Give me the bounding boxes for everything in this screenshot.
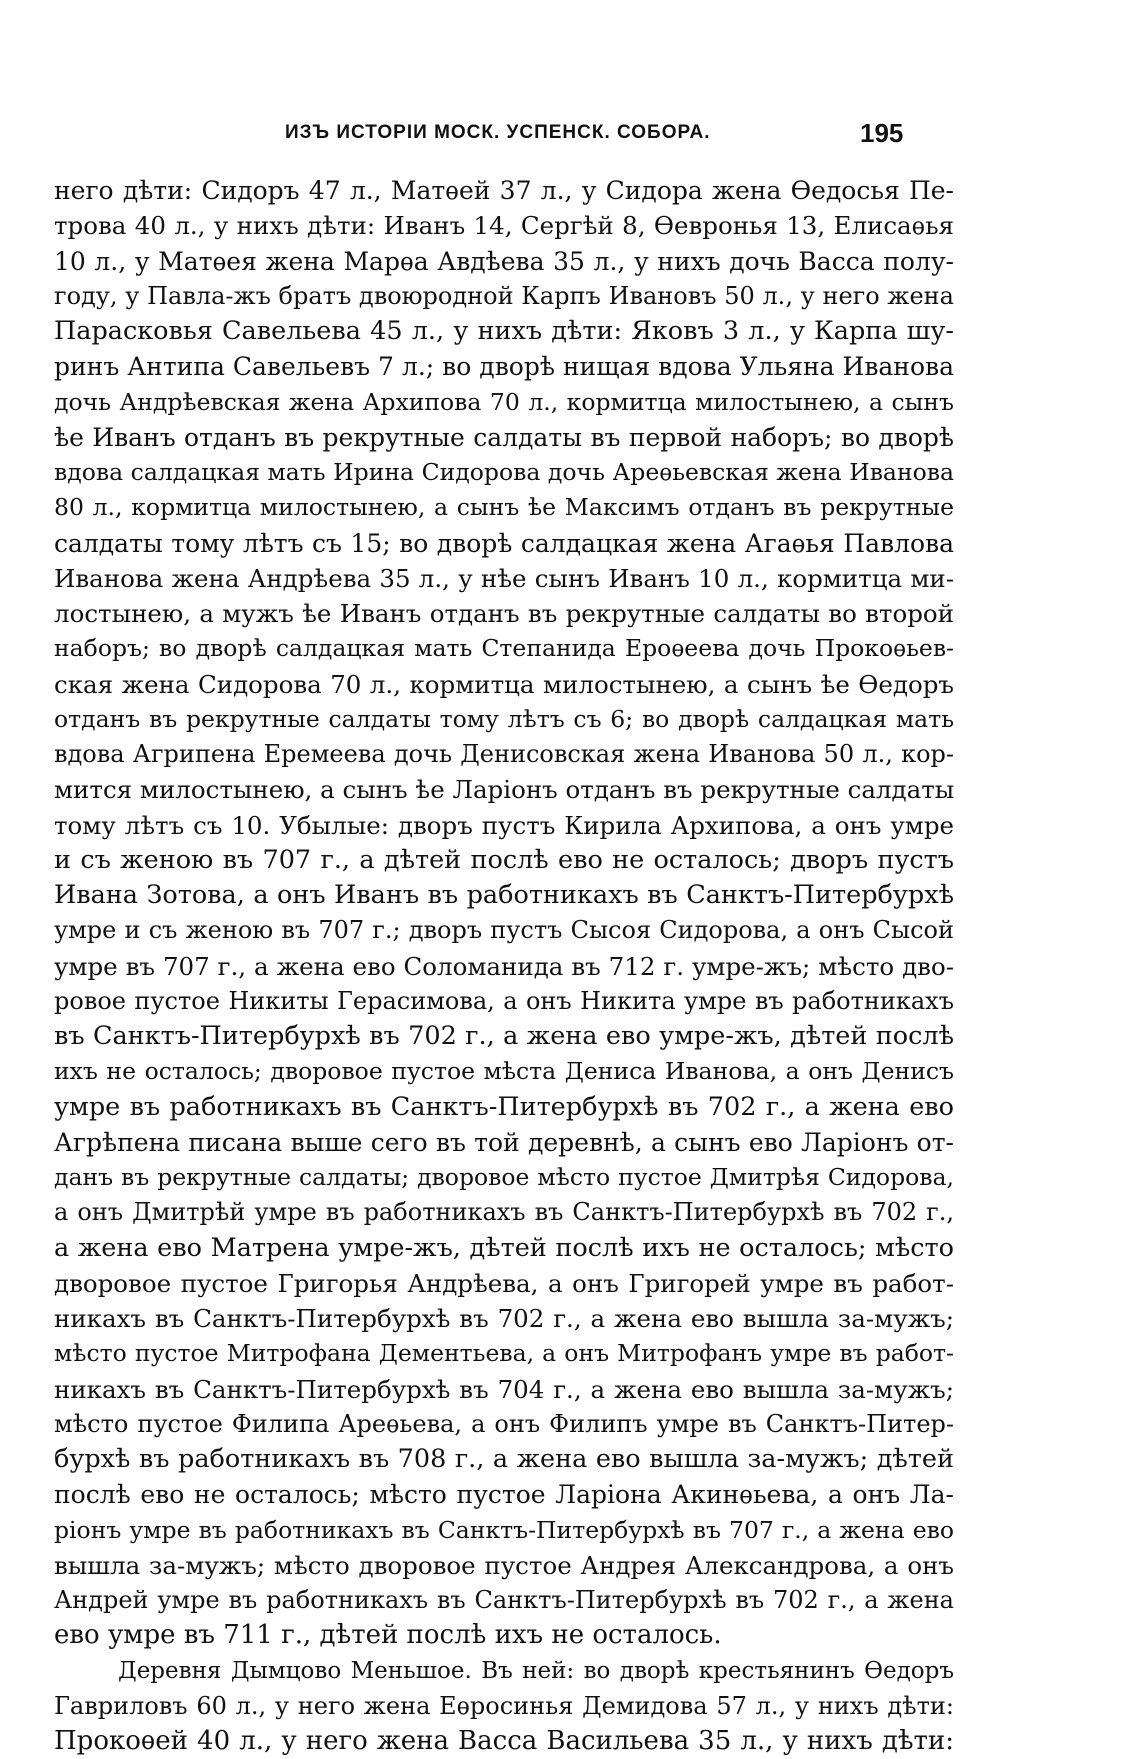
paragraph-first-line: Деревня Дымцово Меньшое. Въ ней: во дворѣ крестьянинъ Ѳедоръ <box>118 1657 954 1684</box>
text-line: него дѣти: Сидоръ 47 л., Матѳей 37 л., у Сидора жена Ѳедосья Пе- <box>54 176 954 205</box>
text-line: никахъ въ Санктъ-Питербурхѣ въ 704 г., а жена ево вышла за-мужъ; <box>54 1374 954 1404</box>
text-line: мѣсто пустое Филипа Ареѳьева, а онъ Филипъ умре въ Санктъ-Питер- <box>54 1409 954 1438</box>
text-line: а онъ Дмитрѣй умре въ работникахъ въ Санктъ-Питербурхѣ въ 702 г., <box>54 1198 954 1227</box>
text-line: Прокоѳей 40 л., у него жена Васса Васильева 35 л., у нихъ дѣти: <box>54 1726 954 1756</box>
text-line: бурхѣ въ работникахъ въ 708 г., а жена ево вышла за-мужъ; дѣтей <box>54 1444 954 1474</box>
text-line: умре въ 707 г., а жена ево Соломанида въ 712 г. умре-жъ; мѣсто дво- <box>54 951 954 981</box>
text-line: данъ въ рекрутные салдаты; дворовое мѣсто пустое Дмитрѣя Сидорова, <box>54 1163 954 1191</box>
page-number: 195 <box>860 118 904 148</box>
text-line: наборъ; во дворѣ салдацкая мать Степанида Ероѳеева дочь Прокоѳьев- <box>54 634 954 663</box>
text-line: тому лѣтъ съ 10. Убылые: дворъ пустъ Кирила Архипова, а онъ умре <box>54 810 954 840</box>
text-line: Агрѣпена писана выше сего въ той деревнѣ, а сынъ ево Ларіонъ от- <box>54 1127 954 1157</box>
text-line: умре и съ женою въ 707 г.; дворъ пустъ Сысоя Сидорова, а онъ Сысой <box>54 916 954 945</box>
text-line: мѣсто пустое Митрофана Дементьева, а онъ Митрофанъ умре въ работ- <box>54 1339 954 1368</box>
running-title: ИЗЪ ИСТОРІИ МОСК. УСПЕНСК. СОБОРА. <box>285 122 711 143</box>
text-line: вышла за-мужъ; мѣсто дворовое пустое Андрея Александрова, а онъ <box>54 1550 954 1580</box>
text-line: Парасковья Савельева 45 л., у нихъ дѣти: Яковъ 3 л., у Карпа шу- <box>54 316 954 346</box>
text-line: лостынею, а мужъ ѣе Иванъ отданъ въ рекрутные салдаты во второй <box>54 599 954 628</box>
text-line: и съ женою въ 707 г., а дѣтей послѣ ево не осталось; дворъ пустъ <box>54 844 954 875</box>
text-line: ѣе Иванъ отданъ въ рекрутные салдаты въ первой наборъ; во дворѣ <box>54 422 954 452</box>
text-line: салдаты тому лѣтъ съ 15; во дворѣ салдацкая жена Агаѳья Павлова <box>54 528 954 558</box>
text-line: ихъ не осталось; дворовое пустое мѣста Дениса Иванова, а онъ Денисъ <box>54 1057 954 1086</box>
text-line: никахъ въ Санктъ-Питербурхѣ въ 702 г., а жена ево вышла за-мужъ; <box>54 1304 954 1333</box>
body-text <box>54 173 954 1759</box>
text-line: ровое пустое Никиты Герасимова, а онъ Никита умре въ работникахъ <box>54 986 954 1015</box>
text-line: Иванова жена Андрѣева 35 л., у нѣе сынъ Иванъ 10 л., кормитца ми- <box>54 563 954 593</box>
text-line: умре въ работникахъ въ Санктъ-Питербурхѣ въ 702 г., а жена ево <box>54 1091 954 1122</box>
text-line: вдова салдацкая мать Ирина Сидорова дочь Ареѳьевская жена Иванова <box>54 458 954 486</box>
text-line: мится милостынею, а сынъ ѣе Ларіонъ отданъ въ рекрутные салдаты <box>54 775 954 805</box>
text-line: Ивана Зотова, а онъ Иванъ въ работникахъ въ Санктъ-Питербурхѣ <box>54 880 954 910</box>
text-line: ріонъ умре въ работникахъ въ Санктъ-Питербурхѣ въ 707 г., а жена ево <box>54 1515 954 1544</box>
text-line: Андрей умре въ работникахъ въ Санктъ-Питербурхѣ въ 702 г., а жена <box>54 1586 954 1614</box>
text-line: 10 л., у Матѳея жена Марѳа Авдѣева 35 л., у нихъ дочь Васса полу- <box>54 246 954 276</box>
running-header <box>0 118 1140 154</box>
text-line: ринъ Антипа Савельевъ 7 л.; во дворѣ нищая вдова Ульяна Иванова <box>54 352 954 382</box>
text-line: ево умре въ 711 г., дѣтей послѣ ихъ не осталось. <box>54 1620 722 1651</box>
text-line: отданъ въ рекрутные салдаты тому лѣтъ съ 6; во дворѣ салдацкая мать <box>54 704 954 733</box>
text-line: въ Санктъ-Питербурхѣ въ 702 г., а жена ево умре-жъ, дѣтей послѣ <box>54 1021 954 1051</box>
text-line: году, у Павла-жъ братъ двоюродной Карпъ Ивановъ 50 л., у него жена <box>54 281 954 310</box>
text-line: ская жена Сидорова 70 л., кормитца милостынею, а сынъ ѣе Ѳедоръ <box>54 669 954 699</box>
text-line: трова 40 л., у нихъ дѣти: Иванъ 14, Сергѣй 8, Ѳевронья 13, Елисаѳья <box>54 211 954 241</box>
text-line: Гавриловъ 60 л., у него жена Еѳросинья Демидова 57 л., у нихъ дѣти: <box>54 1691 954 1720</box>
text-line: послѣ ево не осталось; мѣсто пустое Ларіона Акинѳьева, а онъ Ла- <box>54 1480 954 1510</box>
text-line: вдова Агрипена Еремеева дочь Денисовская жена Иванова 50 л., кор- <box>54 740 954 768</box>
text-line: дочь Андрѣевская жена Архипова 70 л., кормитца милостынею, а сынъ <box>54 387 954 416</box>
text-line: 80 л., кормитца милостынею, а сынъ ѣе Максимъ отданъ въ рекрутные <box>54 493 954 522</box>
text-line: а жена ево Матрена умре-жъ, дѣтей послѣ ихъ не осталось; мѣсто <box>54 1232 954 1263</box>
text-line: дворовое пустое Григорья Андрѣева, а онъ Григорей умре въ работ- <box>54 1268 954 1298</box>
